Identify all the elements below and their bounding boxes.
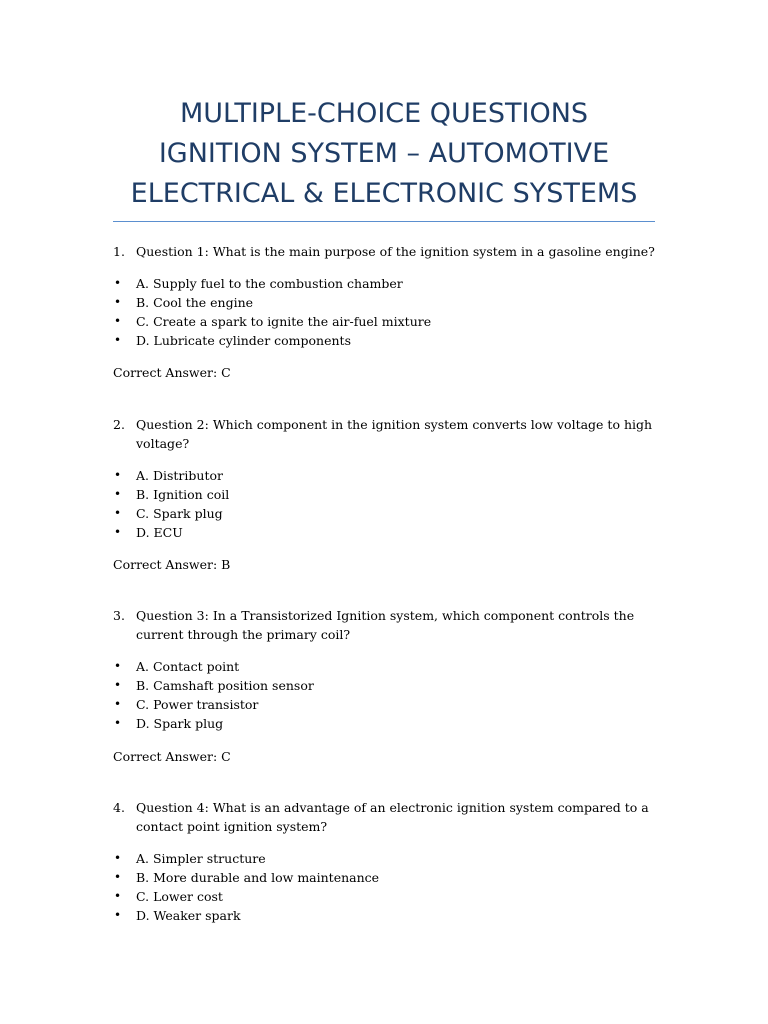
question-text: Question 3: In a Transistorized Ignition system, which component controls the current through the primary coil?	[136, 608, 635, 642]
bullet-icon: •	[114, 659, 122, 673]
option-item	[113, 868, 673, 887]
title-divider	[113, 221, 655, 222]
bullet-icon: •	[114, 525, 122, 539]
correct-answer-1: Correct Answer: C	[113, 365, 231, 380]
option-text: A. Contact point	[136, 659, 240, 674]
option-item	[113, 887, 673, 906]
question-text: Question 2: Which component in the ignition system converts low voltage to high voltage?	[136, 417, 653, 451]
option-text: C. Spark plug	[136, 506, 223, 521]
option-text: D. Weaker spark	[136, 908, 241, 923]
page-title	[113, 94, 655, 214]
question-number: 1.	[113, 244, 125, 259]
option-text: D. Lubricate cylinder components	[136, 333, 351, 348]
title-line-3: ELECTRICAL & ELECTRONIC SYSTEMS	[130, 178, 638, 209]
option-item	[113, 714, 673, 733]
question-2	[113, 415, 673, 453]
bullet-icon: •	[114, 870, 122, 884]
bullet-icon: •	[114, 678, 122, 692]
option-item	[113, 504, 673, 523]
option-item	[113, 906, 673, 925]
question-3	[113, 606, 673, 644]
option-item	[113, 466, 673, 485]
bullet-icon: •	[114, 506, 122, 520]
option-item	[113, 695, 673, 714]
option-text: B. Ignition coil	[136, 487, 230, 502]
bullet-icon: •	[114, 333, 122, 347]
bullet-icon: •	[114, 276, 122, 290]
bullet-icon: •	[114, 487, 122, 501]
option-text: D. Spark plug	[136, 716, 224, 731]
question-number: 4.	[113, 800, 125, 815]
option-item	[113, 523, 673, 542]
title-line-1: MULTIPLE-CHOICE QUESTIONS	[179, 98, 589, 129]
option-text: A. Supply fuel to the combustion chamber	[136, 276, 403, 291]
option-item	[113, 849, 673, 868]
option-item	[113, 293, 673, 312]
correct-answer-2: Correct Answer: B	[113, 557, 231, 572]
option-text: C. Power transistor	[136, 697, 259, 712]
option-text: B. More durable and low maintenance	[136, 870, 380, 885]
option-text: C. Create a spark to ignite the air-fuel mixture	[136, 314, 432, 329]
question-number: 3.	[113, 608, 125, 623]
bullet-icon: •	[114, 697, 122, 711]
bullet-icon: •	[114, 468, 122, 482]
question-4-options	[113, 849, 673, 925]
question-3-options	[113, 657, 673, 733]
bullet-icon: •	[114, 851, 122, 865]
title-line-2: IGNITION SYSTEM – AUTOMOTIVE	[158, 138, 610, 169]
question-text: Question 4: What is an advantage of an electronic ignition system compared to a contact point ignition system?	[136, 800, 649, 834]
option-text: D. ECU	[136, 525, 183, 540]
bullet-icon: •	[114, 295, 122, 309]
bullet-icon: •	[114, 716, 122, 730]
option-text: B. Cool the engine	[136, 295, 254, 310]
correct-answer-3: Correct Answer: C	[113, 749, 231, 764]
question-2-options	[113, 466, 673, 542]
bullet-icon: •	[114, 908, 122, 922]
option-item	[113, 676, 673, 695]
option-text: B. Camshaft position sensor	[136, 678, 314, 693]
question-4	[113, 798, 673, 836]
bullet-icon: •	[114, 314, 122, 328]
option-text: A. Simpler structure	[136, 851, 266, 866]
option-text: C. Lower cost	[136, 889, 223, 904]
question-1-options	[113, 274, 673, 350]
option-item	[113, 331, 673, 350]
question-text: Question 1: What is the main purpose of the ignition system in a gasoline engine?	[136, 244, 655, 259]
option-item	[113, 312, 673, 331]
option-text: A. Distributor	[136, 468, 223, 483]
question-number: 2.	[113, 417, 125, 432]
option-item	[113, 274, 673, 293]
option-item	[113, 485, 673, 504]
bullet-icon: •	[114, 889, 122, 903]
option-item	[113, 657, 673, 676]
question-1	[113, 242, 673, 261]
